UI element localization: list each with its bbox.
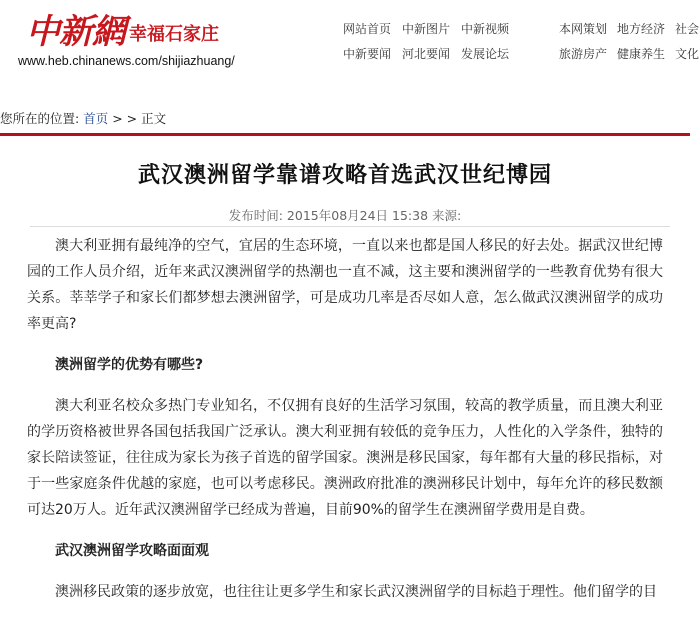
article-subheading: 武汉澳洲留学攻略面面观: [55, 543, 209, 559]
article-title: 武汉澳洲留学靠谱攻略首选武汉世纪博园: [137, 163, 552, 188]
nav-link-culture[interactable]: 文化: [675, 47, 699, 61]
nav-link-hebei-news[interactable]: 河北要闻: [402, 47, 451, 61]
article-subheading: 澳洲留学的优势有哪些?: [55, 357, 204, 373]
site-logo[interactable]: [26, 6, 219, 52]
breadcrumb-current: 正文: [141, 111, 167, 126]
meta-divider: [30, 226, 670, 227]
nav-link-economy[interactable]: 地方经济: [617, 22, 666, 36]
article-body: [27, 233, 663, 620]
breadcrumb-prefix: 您所在的位置:: [0, 111, 80, 126]
nav-link-travel-estate[interactable]: 旅游房产: [559, 47, 608, 61]
breadcrumb: [0, 109, 166, 127]
header-divider: [0, 133, 690, 136]
nav-link-home[interactable]: 网站首页: [343, 22, 392, 36]
breadcrumb-separator: > >: [108, 111, 142, 126]
article-paragraph: 澳洲移民政策的逐步放宽，也往往让更多学生和家长武汉澳洲留学的目标趋于理性。他们留学的目: [55, 584, 657, 600]
breadcrumb-home-link[interactable]: 首页: [83, 111, 109, 126]
article-paragraph: 澳大利亚拥有最纯净的空气，宜居的生态环境，一直以来也都是国人移民的好去处。据武汉世纪博园的工作人员介绍，近年来武汉澳洲留学的热潮也一直不减，这主要和澳洲留学的一些教育优势有很大关系。莘莘学子和家长们都梦想去澳洲留学，可是成功几率是否尽如人意，怎么做武汉澳洲留学的成功率更高?: [27, 238, 663, 332]
site-url[interactable]: www.heb.chinanews.com/shijiazhuang/: [18, 54, 235, 68]
logo-main-text: 中新網: [26, 12, 125, 52]
nav-link-forum[interactable]: 发展论坛: [461, 47, 510, 61]
nav-link-features[interactable]: 本网策划: [559, 22, 608, 36]
nav-link-photos[interactable]: 中新图片: [402, 22, 451, 36]
nav-link-health[interactable]: 健康养生: [617, 47, 666, 61]
logo-city-text: 幸福石家庄: [129, 24, 219, 45]
nav-link-news[interactable]: 中新要闻: [343, 47, 392, 61]
nav-link-videos[interactable]: 中新视频: [461, 22, 510, 36]
article-paragraph: 澳大利亚名校众多热门专业知名，不仅拥有良好的生活学习氛围，较高的教学质量，而且澳大利亚的学历资格被世界各国包括我国广泛承认。澳大利亚拥有较低的竞争压力，人性化的入学条件，独特的家长陪读签证，往往成为家长为孩子首选的留学国家。澳洲是移民国家，每年都有大量的移民指标，对于一些家庭条件优越的家庭，也可以考虑移民。澳洲政府批准的澳洲移民计划中，每年允许的移民数额可达20万人。近年武汉澳洲留学已经成为普遍，目前90%的留学生在澳洲留学费用是自费。: [27, 398, 663, 518]
nav-link-society[interactable]: 社会: [675, 22, 699, 36]
article-meta: 发布时间: 2015年08月24日 15:38 来源:: [228, 208, 462, 223]
